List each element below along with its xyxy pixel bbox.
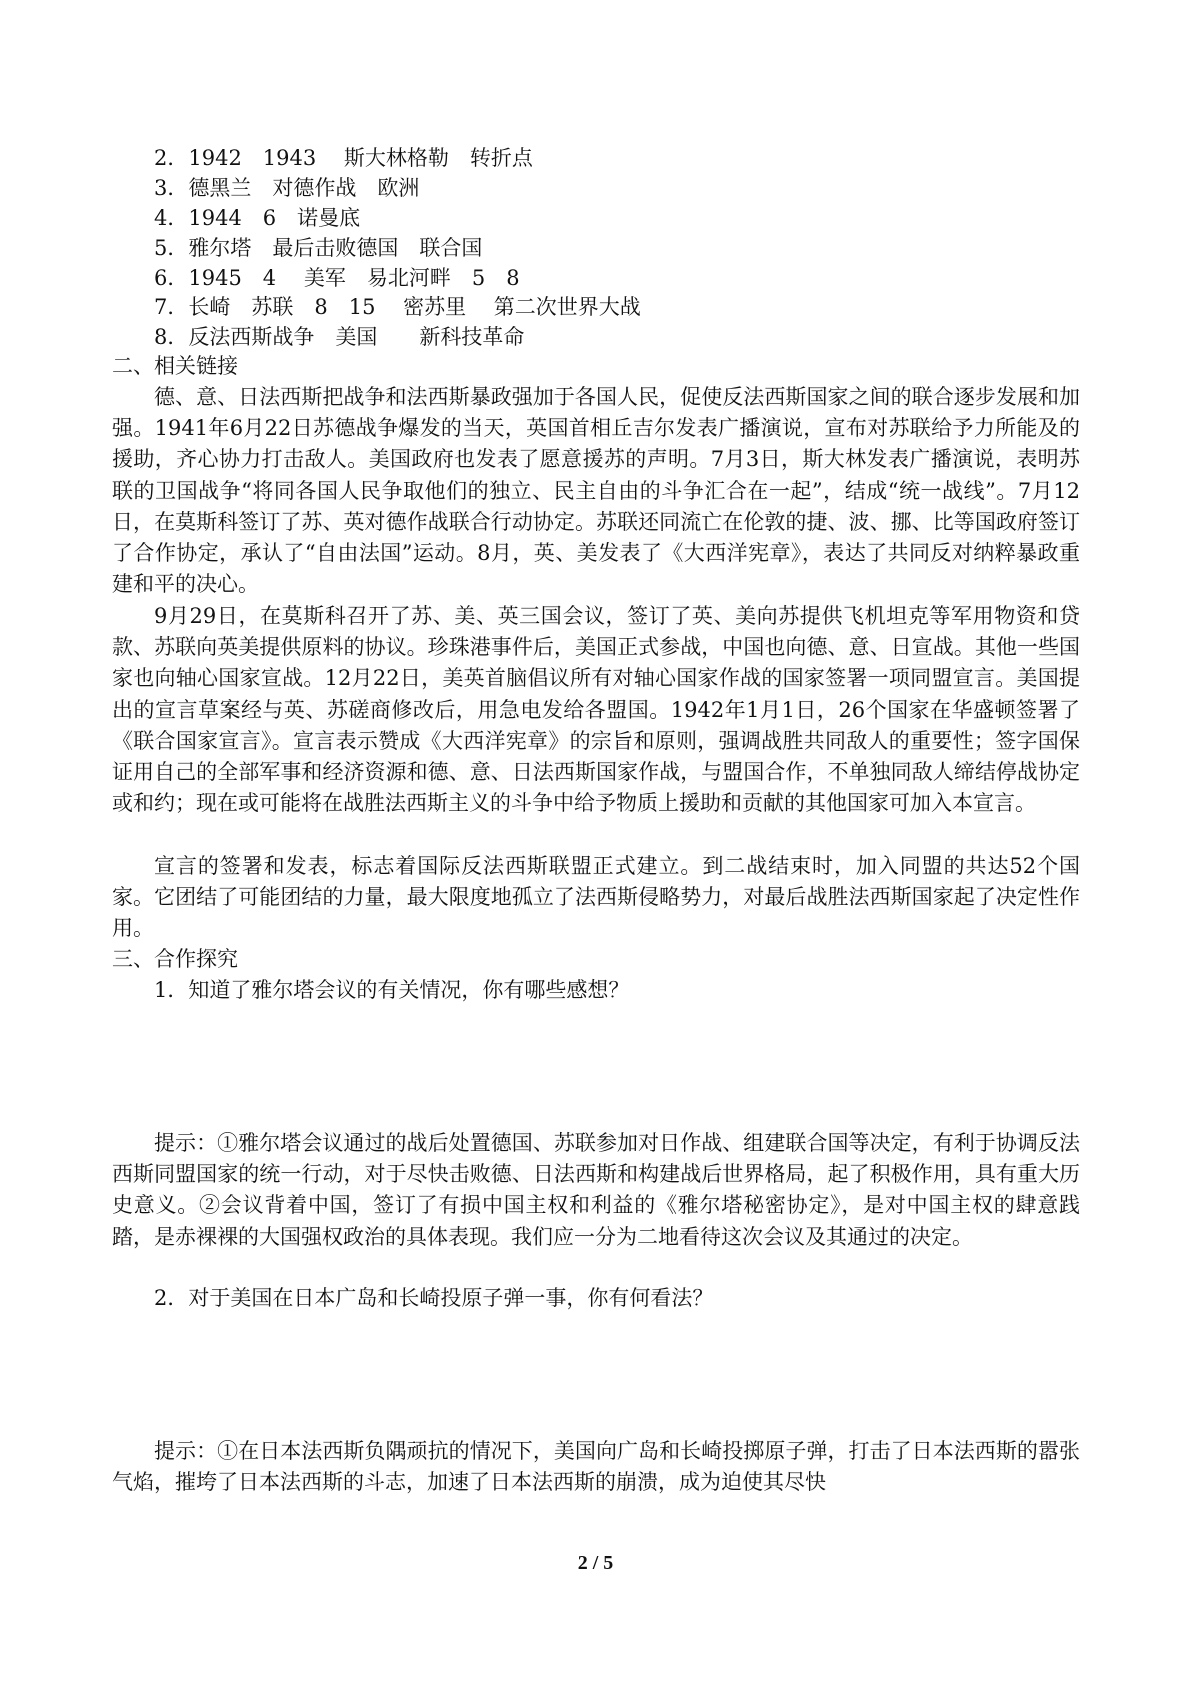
list-item: 2．1942 1943 斯大林格勒 转折点 bbox=[154, 146, 533, 170]
list-item: 4．1944 6 诺曼底 bbox=[154, 206, 361, 230]
list-item: 8．反法西斯战争 美国 新科技革命 bbox=[154, 325, 525, 349]
list-item: 3．德黑兰 对德作战 欧洲 bbox=[154, 176, 420, 200]
question: 2．对于美国在日本广岛和长崎投原子弹一事，你有何看法？ bbox=[154, 1286, 714, 1310]
section-heading: 二、相关链接 bbox=[112, 354, 238, 378]
page-number: 2 / 5 bbox=[577, 1552, 614, 1574]
paragraph: 9月29日，在莫斯科召开了苏、美、英三国会议，签订了英、美向苏提供飞机坦克等军用物资和贷款、苏联向英美提供原料的协议。珍珠港事件后，美国正式参战，中国也向德、意、日宣战。其他一些国家也向轴心国家宣战。12月22日，美英首脑倡议所有对轴心国家作战的国家签署一项同盟宣言。美国提出的宣言草案经与英、苏磋商修改后，用急电发给各盟国。1942年1月1日，26个国家在华盛顿签署了《联合国家宣言》。宣言表示赞成《大西洋宪章》的宗旨和原则，强调战胜共同敌人的重要性；签字国保证用自己的全部军事和经济资源和德、意、日法西斯国家作战，与盟国合作，不单独同敌人缔结停战协定或和约；现在或可能将在战胜法西斯主义的斗争中给予物质上援助和贡献的其他国家可加入本宣言。 bbox=[112, 604, 1080, 816]
list-item: 6．1945 4 美军 易北河畔 5 8 bbox=[154, 266, 520, 290]
hint-paragraph: 提示：①在日本法西斯负隅顽抗的情况下，美国向广岛和长崎投掷原子弹，打击了日本法西斯的嚣张气焰，摧垮了日本法西斯的斗志，加速了日本法西斯的崩溃，成为迫使其尽快 bbox=[112, 1439, 1080, 1495]
list-item: 7．长崎 苏联 8 15 密苏里 第二次世界大战 bbox=[154, 295, 641, 319]
list-item: 5．雅尔塔 最后击败德国 联合国 bbox=[154, 236, 483, 260]
question: 1．知道了雅尔塔会议的有关情况，你有哪些感想？ bbox=[154, 978, 630, 1002]
section-heading: 三、合作探究 bbox=[112, 947, 238, 971]
hint-paragraph: 提示：①雅尔塔会议通过的战后处置德国、苏联参加对日作战、组建联合国等决定，有利于协调反法西斯同盟国家的统一行动，对于尽快击败德、日法西斯和构建战后世界格局，起了积极作用，具有重大历史意义。②会议背着中国，签订了有损中国主权和利益的《雅尔塔秘密协定》，是对中国主权的肆意践踏，是赤裸裸的大国强权政治的具体表现。我们应一分为二地看待这次会议及其通过的决定。 bbox=[112, 1131, 1080, 1249]
paragraph: 宣言的签署和发表，标志着国际反法西斯联盟正式建立。到二战结束时，加入同盟的共达52个国家。它团结了可能团结的力量，最大限度地孤立了法西斯侵略势力，对最后战胜法西斯国家起了决定性作用。 bbox=[112, 854, 1080, 941]
paragraph: 德、意、日法西斯把战争和法西斯暴政强加于各国人民，促使反法西斯国家之间的联合逐步发展和加强。1941年6月22日苏德战争爆发的当天，英国首相丘吉尔发表广播演说，宣布对苏联给予力所能及的援助，齐心协力打击敌人。美国政府也发表了愿意援苏的声明。7月3日，斯大林发表广播演说，表明苏联的卫国战争“将同各国人民争取他们的独立、民主自由的斗争汇合在一起”，结成“统一战线”。7月12日，在莫斯科签订了苏、英对德作战联合行动协定。苏联还同流亡在伦敦的捷、波、挪、比等国政府签订了合作协定，承认了“自由法国”运动。8月，英、美发表了《大西洋宪章》，表达了共同反对纳粹暴政重建和平的决心。 bbox=[112, 385, 1080, 597]
